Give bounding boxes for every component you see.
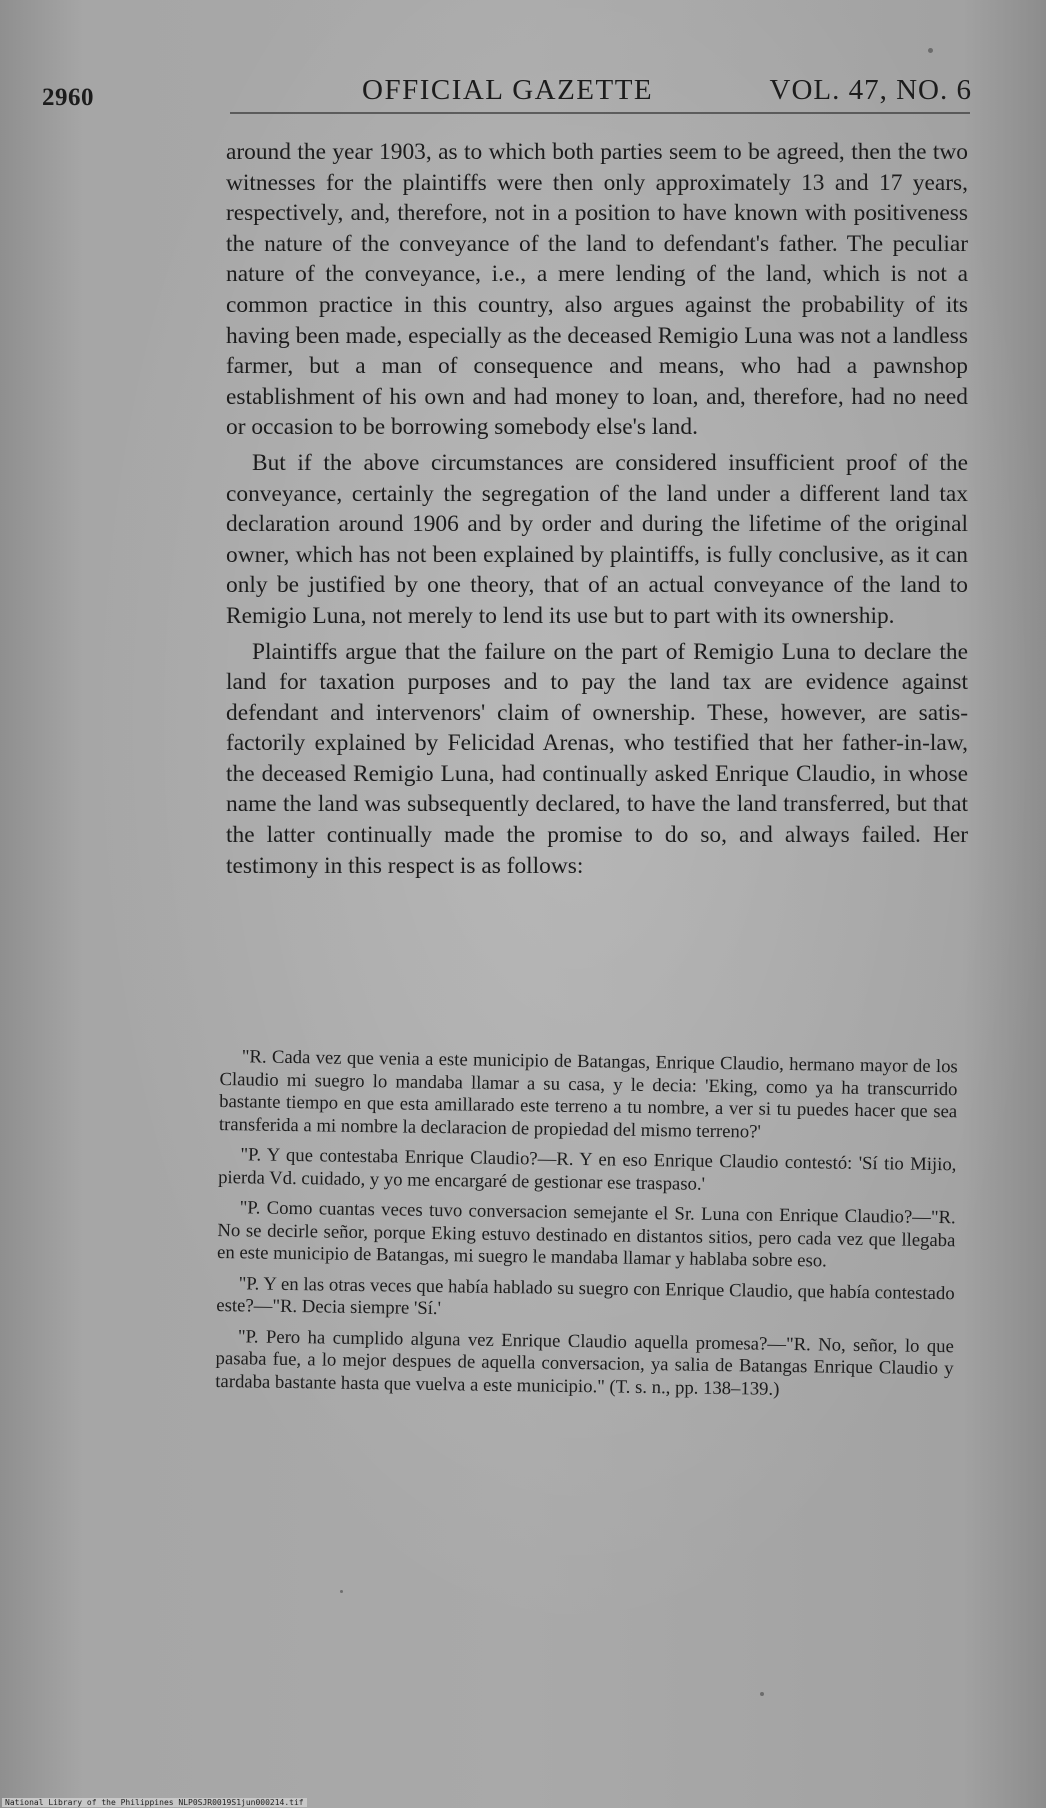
scan-speck xyxy=(340,1590,343,1593)
quote-paragraph: "P. Pero ha cumplido alguna vez Enrique Claudio aquella promesa?—"R. No, señor, lo que pasaba fue, a lo mejor despues de aquella conversacion, ya salia de Batangas Enrique Claudio y tardaba bastante hasta que vuelva a este municipio." (T. s. n., pp. 138–139.) xyxy=(215,1325,955,1400)
paragraph: around the year 1903, as to which both parties seem to be agreed, then the two witnesses for the plaintiffs were then only approximately 13 and 17 years, respectively, and, therefore, not in a position to have known with positiveness the nature of the conveyance of the land to defendant's father. The peculiar nature of the conveyance, i.e., a mere lending of the land, which is not a common practice in this country, also argues against the probability of its having been made, especially as the deceased Remigio Luna was not a landless farmer, but a man of consequence and means, who had a pawnshop establishment of his own and had money to loan, and, therefore, had no need or occasion to be borrowing somebody else's land. xyxy=(226,139,968,441)
publication-title: OFFICIAL GAZETTE xyxy=(362,74,654,106)
testimony-quote xyxy=(215,1046,958,1411)
quote-paragraph: "P. Y que contestaba Enrique Claudio?—R. Y en eso Enrique Claudio contestó: 'Sí tio Mijio, pierda Vd. cuidado, y yo me encargaré de gestionar ese traspaso.' xyxy=(218,1144,957,1195)
volume-number: VOL. 47, NO. 6 xyxy=(769,74,972,106)
header-rule xyxy=(230,112,970,114)
main-text xyxy=(226,137,968,886)
scan-speck xyxy=(928,48,933,53)
page-header xyxy=(42,74,972,114)
paragraph: Plaintiffs argue that the failure on the part of Remigio Luna to declare the land for taxation purposes and to pay the land tax are evidence against defendant and intervenors' claim of ownership. These, however, are satisfactorily explained by Felicidad Arenas, who testified that her father-in-law, the deceased Remigio Luna, had continually asked Enrique Claudio, in whose name the land was subsequently declared, to have the land transferred, but that the latter continually made the promise to do so, and always failed. Her testimony in this respect is as follows: xyxy=(226,638,968,879)
scan-footer: National Library of the Philippines NLP0SJR0019S1jun000214.tif xyxy=(2,1798,307,1807)
quote-paragraph: "R. Cada vez que venia a este municipio de Batangas, Enrique Claudio, hermano mayor de los Claudio mi suegro lo mandaba llamar a su casa, y le decia: 'Eking, como ya ha transcurrido bastante tiempo en que esta amillarado este terreno a tu nombre, a ver si tu puedes hacer que sea transferida a mi nombre la declaracion de propiedad del mismo terreno?' xyxy=(218,1046,958,1143)
quote-paragraph: "P. Y en las otras veces que había hablado su suegro con Enrique Claudio, que había contestado este?—"R. Decia siempre 'Sí.' xyxy=(216,1272,955,1320)
page-number: 2960 xyxy=(42,84,94,111)
scan-speck xyxy=(760,1692,764,1696)
quote-paragraph: "P. Como cuantas veces tuvo conversacion semejante el Sr. Luna con Enrique Claudio?—"R. No se decirle señor, porque Eking estuvo destinado en distantos sitios, pero cada vez que llegaba en este municipio de Batangas, mi suegro le mandaba llamar y hablaba sobre eso. xyxy=(216,1197,956,1272)
paragraph: But if the above circumstances are considered insufficient proof of the conveyance, certainly the segregation of the land under a different land tax declaration around 1906 and by order and during the lifetime of the original owner, which has not been explained by plaintiffs, is fully conclusive, as it can only be justified by one theory, that of an actual conveyance of the land to Remigio Luna, not merely to lend its use but to part with its ownership. xyxy=(226,449,968,629)
